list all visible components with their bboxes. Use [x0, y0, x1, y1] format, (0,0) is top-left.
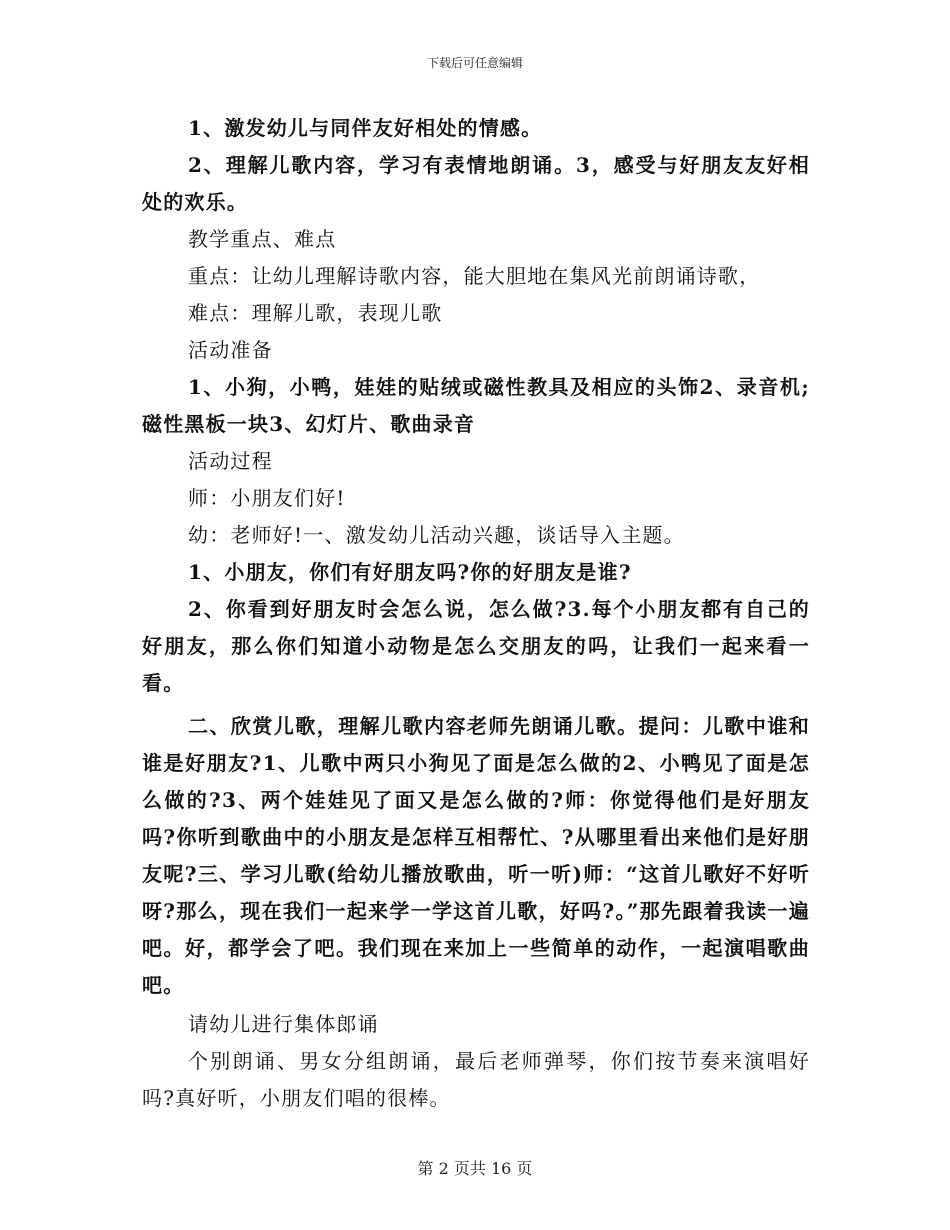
section-two: 二、欣赏儿歌，理解儿歌内容老师先朗诵儿歌。提问：儿歌中谁和谁是好朋友?1、儿歌中两只小狗见了面是怎么做的2、小鸭见了面是怎么做的?3、两个娃娃见了面又是怎么做的?师：你觉得他们是好朋友吗?你听到歌曲中的小朋友是怎样互相帮忙、?从哪里看出来他们是好朋友呢?三、学习儿歌(给幼儿播放歌曲，听一听)师：“这首儿歌好不好听呀?那么，现在我们一起来学一学这首儿歌，好吗?。”那先跟着我读一遍吧。好，都学会了吧。我们现在来加上一些简单的动作，一起演唱歌曲吧。	[142, 714, 810, 997]
teacher-greeting: 师：小朋友们好!	[188, 486, 346, 510]
page-header: 下载后可任意编辑	[426, 56, 523, 70]
heading-process: 活动过程	[188, 449, 273, 473]
page-footer: 第 2 页共 16 页	[417, 1159, 533, 1178]
heading-key-points: 教学重点、难点	[188, 227, 337, 251]
preparation-list: 1、小狗，小鸭，娃娃的贴绒或磁性教具及相应的头饰2、录音机;磁性黑板一块3、幻灯片、歌曲录音	[142, 375, 810, 436]
key-point: 重点：让幼儿理解诗歌内容，能大胆地在集风光前朗诵诗歌，	[188, 264, 761, 288]
question-2: 2、你看到好朋友时会怎么说，怎么做?3.每个小朋友都有自己的好朋友，那么你们知道小动物是怎么交朋友的吗，让我们一起来看一看。	[142, 597, 810, 695]
child-reply: 幼：老师好!一、激发幼儿活动兴趣，谈话导入主题。	[188, 523, 685, 547]
objective-1: 1、激发幼儿与同伴友好相处的情感。	[188, 116, 543, 140]
closing-paragraph: 个别朗诵、男女分组朗诵，最后老师弹琴，你们按节奏来演唱好吗?真好听，小朋友们唱的很棒。	[142, 1049, 810, 1110]
objective-2: 2、理解儿歌内容，学习有表情地朗诵。3，感受与好朋友友好相处的欢乐。	[142, 153, 810, 214]
group-recitation: 请幼儿进行集体郎诵	[188, 1012, 379, 1036]
heading-preparation: 活动准备	[188, 338, 273, 362]
document-body	[142, 110, 810, 1117]
question-1: 1、小朋友，你们有好朋友吗?你的好朋友是谁?	[188, 560, 632, 584]
difficult-point: 难点：理解儿歌，表现儿歌	[188, 301, 443, 325]
